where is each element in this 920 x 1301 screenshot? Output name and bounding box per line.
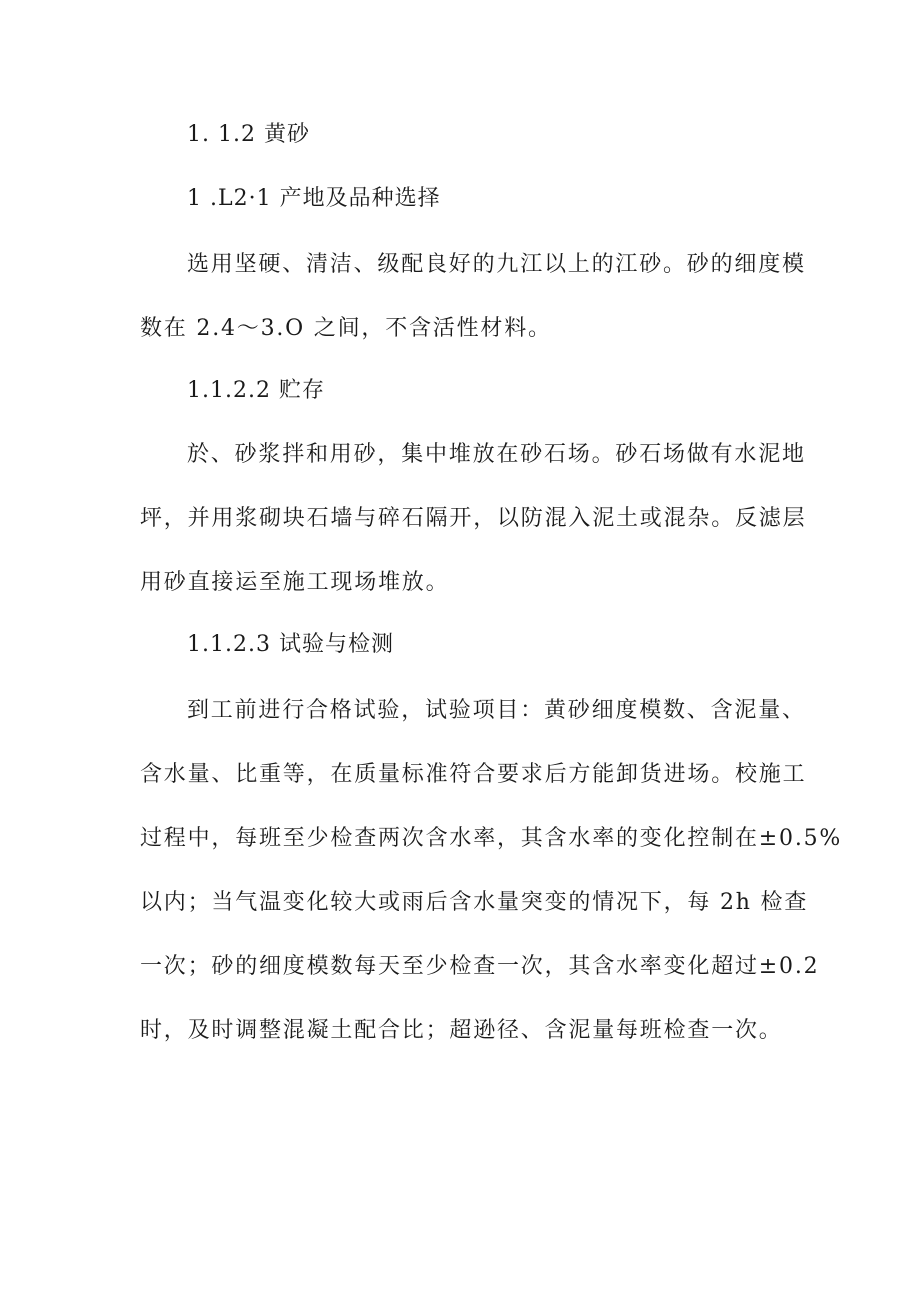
section-heading-1-1-2-2: 1.1.2.2 贮存 bbox=[187, 378, 325, 403]
paragraph-line: 含水量、比重等，在质量标准符合要求后方能卸货进场。校施工 bbox=[140, 762, 807, 787]
section-heading-1-1-2: 1. 1.2 黄砂 bbox=[187, 122, 310, 147]
paragraph-line: 以内；当气温变化较大或雨后含水量突变的情况下，每 2h 检查 bbox=[140, 890, 809, 915]
paragraph-line: 选用坚硬、清洁、级配良好的九江以上的江砂。砂的细度模 bbox=[187, 252, 806, 277]
paragraph-line: 时，及时调整混凝土配合比；超逊径、含泥量每班检查一次。 bbox=[140, 1018, 783, 1043]
paragraph-line: 坪，并用浆砌块石墙与碎石隔开，以防混入泥土或混杂。反滤层 bbox=[140, 506, 807, 531]
section-heading-1-1-2-1: 1 .L2·1 产地及品种选择 bbox=[187, 186, 441, 211]
paragraph-line: 数在 2.4～3.O 之间，不含活性材料。 bbox=[140, 316, 552, 341]
paragraph-line: 一次；砂的细度模数每天至少检查一次，其含水率变化超过±0.2 bbox=[140, 954, 820, 979]
paragraph-line: 到工前进行合格试验，试验项目：黄砂细度模数、含泥量、 bbox=[187, 698, 806, 723]
paragraph-line: 用砂直接运至施工现场堆放。 bbox=[140, 570, 450, 595]
section-heading-1-1-2-3: 1.1.2.3 试验与检测 bbox=[187, 632, 394, 657]
paragraph-line: 过程中，每班至少检查两次含水率，其含水率的变化控制在±0.5% bbox=[140, 826, 843, 851]
paragraph-line: 於、砂浆拌和用砂，集中堆放在砂石场。砂石场做有水泥地 bbox=[187, 442, 806, 467]
